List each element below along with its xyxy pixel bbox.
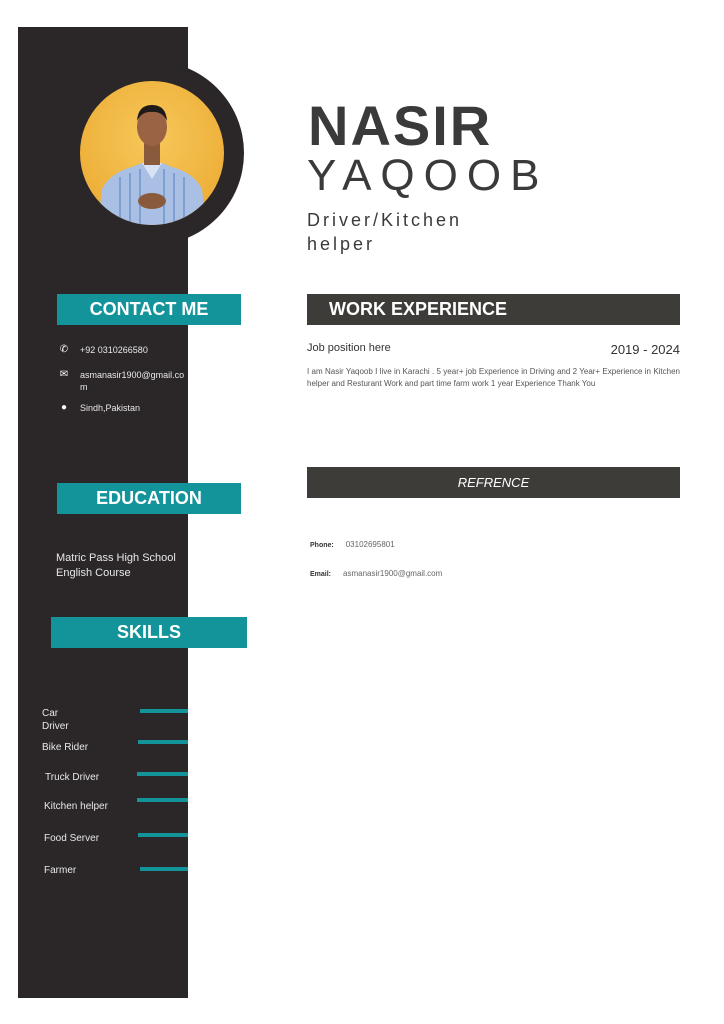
skill-label: Car Driver <box>42 708 69 732</box>
skill-bar <box>140 709 188 713</box>
contact-phone-row <box>58 344 190 356</box>
name-first: NASIR <box>308 94 493 157</box>
reference-email: asmanasir1900@gmail.com <box>343 569 443 578</box>
skill-label: Truck Driver <box>45 772 100 783</box>
skills-heading: SKILLS <box>51 617 247 648</box>
contact-email-row <box>58 369 190 393</box>
envelope-icon: ✉ <box>59 369 69 380</box>
contact-location: Sindh,Pakistan <box>80 403 141 413</box>
skill-bar <box>137 772 188 776</box>
contact-phone: +92 0310266580 <box>80 345 148 355</box>
job-description: I am Nasir Yaqoob I live in Karachi . 5 year+ job Experience in Driving and 2 Year+ Experience in Kitchen helper and Resturant Work and part time farm work 1 year Experience Thank You <box>307 367 680 388</box>
education-item: English Course <box>56 567 131 579</box>
contact-email: asmanasir1900@gmail.com <box>80 370 185 392</box>
education-item: Matric Pass High School <box>56 552 176 564</box>
location-pin-icon: ● <box>60 402 68 413</box>
skill-label: Kitchen helper <box>44 801 108 812</box>
reference-heading: REFRENCE <box>307 467 680 498</box>
skill-label: Farmer <box>44 865 77 876</box>
reference-email-label: Email: <box>310 571 332 578</box>
name-last: YAQOOB <box>307 151 549 200</box>
reference-phone-label: Phone: <box>310 542 334 549</box>
reference-phone: 03102695801 <box>345 540 395 549</box>
contact-heading: CONTACT ME <box>57 294 241 325</box>
education-heading: EDUCATION <box>57 483 241 514</box>
work-experience-heading: WORK EXPERIENCE <box>307 294 680 325</box>
education-list <box>56 551 176 581</box>
skill-label: Food Server <box>44 833 100 844</box>
person-silhouette-icon <box>80 81 224 225</box>
job-years: 2019 - 2024 <box>610 342 680 357</box>
job-title: Driver/Kitchen helper <box>307 210 463 254</box>
skill-bar <box>138 740 188 744</box>
skill-bar <box>137 798 188 802</box>
skill-label: Bike Rider <box>42 742 89 753</box>
profile-photo <box>80 81 224 225</box>
skill-bar <box>140 867 188 871</box>
skill-bar <box>138 833 188 837</box>
job-position: Job position here <box>307 342 391 354</box>
reference-phone-row <box>310 540 395 549</box>
reference-email-row <box>310 569 442 578</box>
phone-icon: ✆ <box>59 344 69 355</box>
contact-location-row <box>58 402 190 414</box>
